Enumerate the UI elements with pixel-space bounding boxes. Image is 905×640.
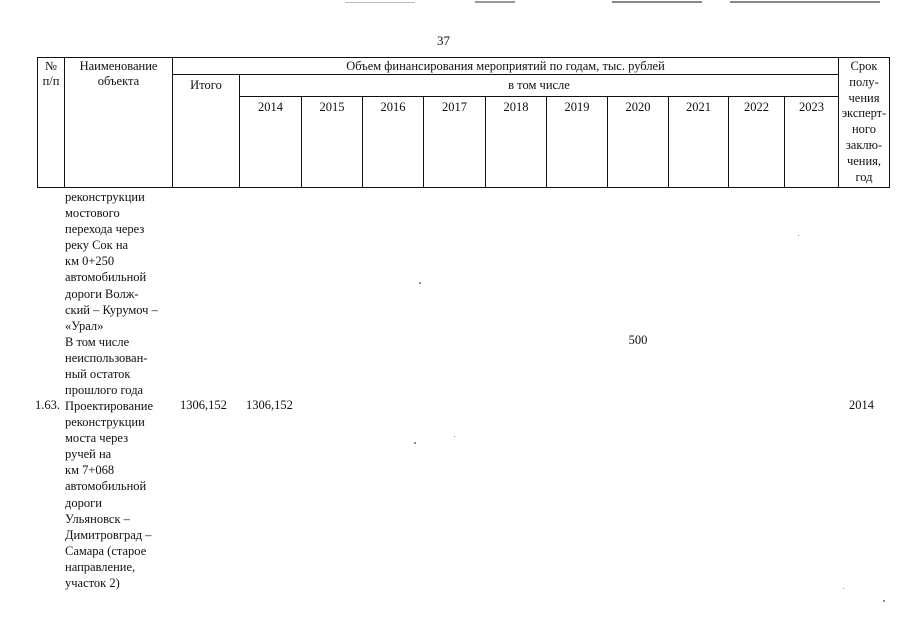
header-year-2022: 2022 xyxy=(744,100,769,114)
scan-artifact-line xyxy=(345,2,415,3)
scan-speck xyxy=(883,600,885,602)
scan-speck xyxy=(414,442,416,444)
row-1-name: реконструкции мостового перехода через реку Сок на км 0+250 автомобильной дороги Волж- ский – Курумоч – «Урал» В том числе неиспользован- ный остаток прошлого года xyxy=(65,190,158,398)
header-year-2021: 2021 xyxy=(686,100,711,114)
header-year-2015: 2015 xyxy=(319,100,345,114)
header-year-2017: 2017 xyxy=(442,100,467,114)
scan-speck xyxy=(454,436,455,437)
header-year-2020: 2020 xyxy=(625,100,651,114)
page-number: 37 xyxy=(437,33,450,48)
header-year-2016: 2016 xyxy=(380,100,406,114)
header-col-num: № п/п xyxy=(42,59,60,88)
scan-speck xyxy=(798,235,799,236)
header-col-total: Итого xyxy=(190,78,222,92)
row-2-total: 1306,152 xyxy=(180,398,227,412)
scan-artifact-line xyxy=(475,1,515,3)
row-1-year-2020: 500 xyxy=(628,333,648,347)
header-year-2019: 2019 xyxy=(564,100,590,114)
row-2-num: 1.63. xyxy=(35,398,60,412)
scan-artifact-line xyxy=(730,1,880,3)
header-col-name: Наименование объекта xyxy=(79,59,158,88)
scan-speck xyxy=(419,282,421,284)
header-year-2018: 2018 xyxy=(503,100,529,114)
scan-speck xyxy=(843,588,844,589)
header-year-2023: 2023 xyxy=(799,100,824,114)
row-2-deadline: 2014 xyxy=(849,398,874,412)
row-2-year-2014: 1306,152 xyxy=(246,398,293,412)
header-subgroup: в том числе xyxy=(508,78,570,92)
scan-artifact-line xyxy=(612,1,702,3)
header-funding-group: Объем финансирования мероприятий по годам, тыс. рублей xyxy=(346,59,665,73)
row-2-name: Проектирование реконструкции моста через ручей на км 7+068 автомобильной дороги Ульяновск – Димитровград – Самара (старое направление, участок 2) xyxy=(65,399,154,591)
header-year-2014: 2014 xyxy=(258,100,283,114)
header-col-deadline: Срок полу- чения эксперт- ного заклю- чения, год xyxy=(841,59,887,184)
